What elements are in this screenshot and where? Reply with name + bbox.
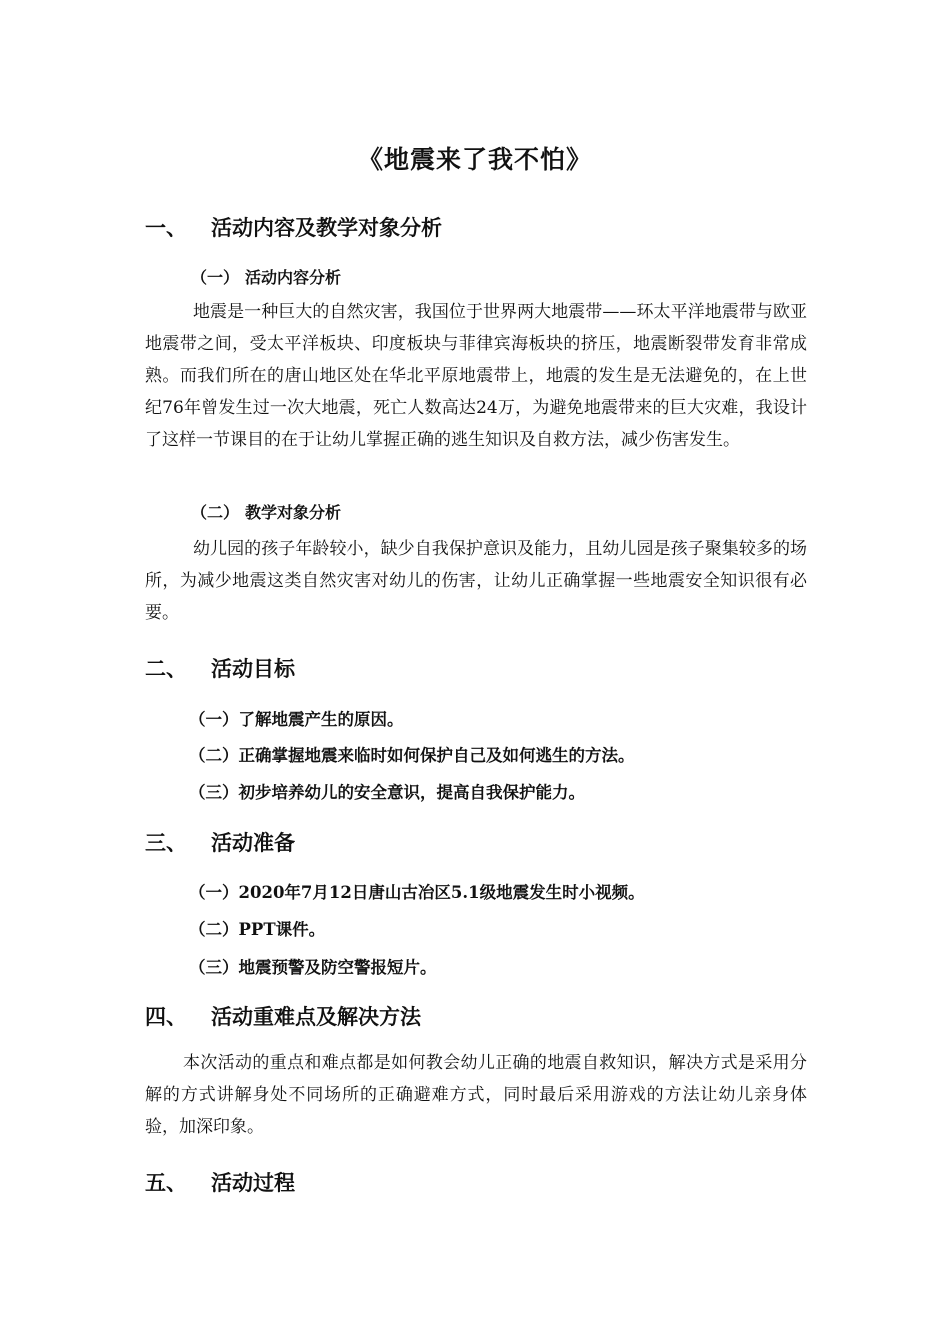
subsection-title: 教学对象分析	[245, 503, 342, 522]
subsection-title: 活动内容分析	[245, 268, 342, 287]
section-number: 一、	[145, 215, 187, 240]
section-title: 活动过程	[211, 1170, 295, 1195]
subsection-number: （一）	[191, 268, 240, 287]
list-item: （二）PPT课件。	[189, 920, 326, 939]
list-item: （三）地震预警及防空警报短片。	[189, 958, 437, 977]
section-title: 活动准备	[211, 830, 295, 855]
subsection-number: （二）	[191, 503, 240, 522]
section-heading-3	[145, 827, 295, 857]
paragraph-content-analysis: 地震是一种巨大的自然灾害，我国位于世界两大地震带——环太平洋地震带与欧亚地震带之间，受太平洋板块、印度板块与菲律宾海板块的挤压，地震断裂带发育非常成熟。而我们所在的唐山地区处在华北平原地震带上，地震的发生是无法避免的，在上世纪76年曾发生过一次大地震，死亡人数高达24万，为避免地震带来的巨大灾难，我设计了这样一节课目的在于让幼儿掌握正确的逃生知识及自救方法，减少伤害发生。	[145, 302, 807, 450]
section-number: 二、	[145, 656, 187, 681]
list-item: （三）初步培养幼儿的安全意识，提高自我保护能力。	[189, 783, 585, 802]
section-heading-5	[145, 1167, 295, 1197]
section-title: 活动目标	[211, 656, 295, 681]
paragraph-audience-analysis: 幼儿园的孩子年龄较小，缺少自我保护意识及能力，且幼儿园是孩子聚集较多的场所，为减少地震这类自然灾害对幼儿的伤害，让幼儿正确掌握一些地震安全知识很有必要。	[145, 539, 807, 623]
list-item: （二）正确掌握地震来临时如何保护自己及如何逃生的方法。	[189, 746, 635, 765]
section-heading-2	[145, 653, 295, 683]
section-title: 活动重难点及解决方法	[211, 1004, 421, 1029]
list-item: （一）2020年7月12日唐山古冶区5.1级地震发生时小视频。	[189, 883, 645, 902]
subsection-heading-1-1	[191, 265, 341, 288]
paragraph-key-points: 本次活动的重点和难点都是如何教会幼儿正确的地震自救知识，解决方式是采用分解的方式讲解身处不同场所的正确避难方式，同时最后采用游戏的方法让幼儿亲身体验，加深印象。	[145, 1053, 807, 1137]
section-number: 三、	[145, 830, 187, 855]
section-heading-1	[145, 212, 442, 242]
section-number: 五、	[145, 1170, 187, 1195]
subsection-heading-1-2	[191, 500, 341, 523]
section-title: 活动内容及教学对象分析	[211, 215, 442, 240]
section-number: 四、	[145, 1004, 187, 1029]
section-heading-4	[145, 1001, 421, 1031]
list-item: （一）了解地震产生的原因。	[189, 710, 404, 729]
document-title: 《地震来了我不怕》	[357, 145, 592, 174]
